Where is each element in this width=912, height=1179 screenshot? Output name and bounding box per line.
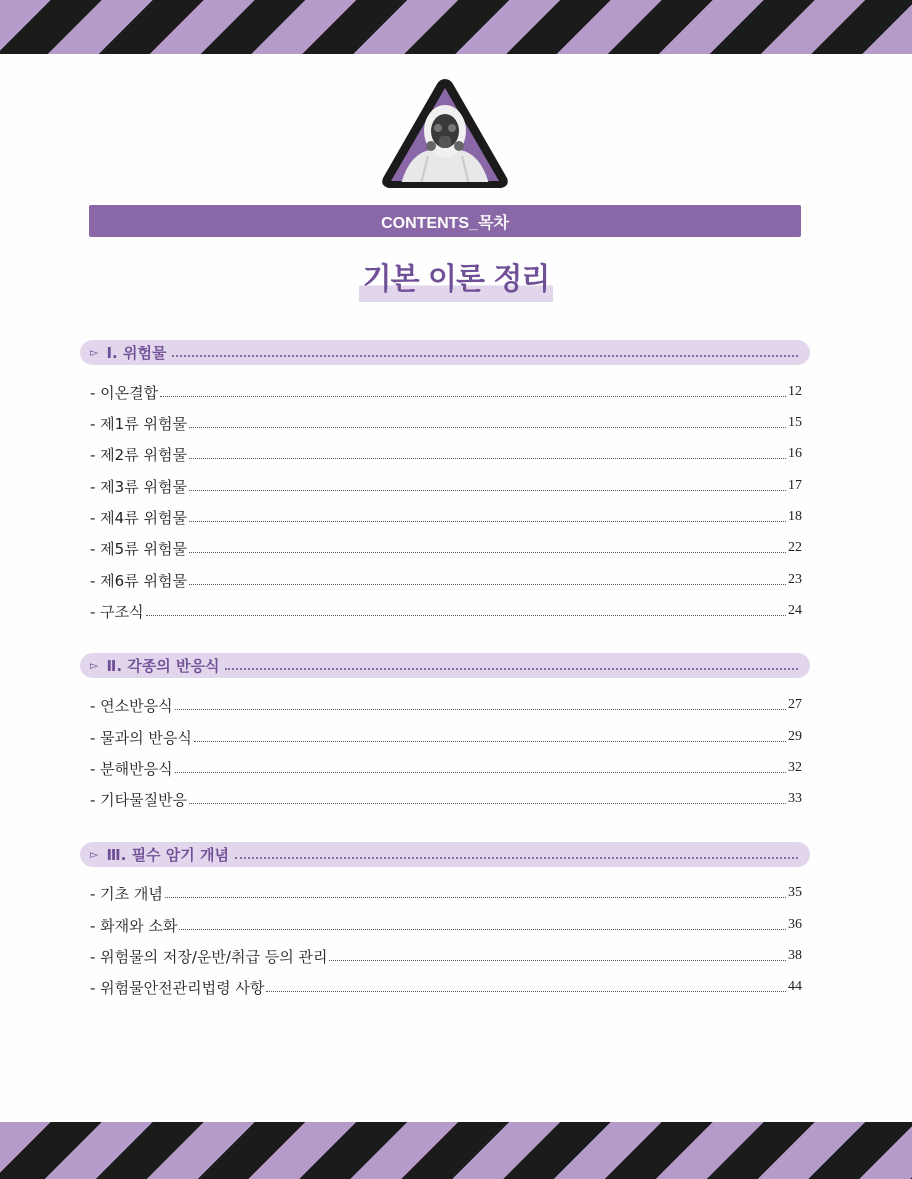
toc-page-number: 33 xyxy=(788,791,802,806)
toc-entry-label: - 기타물질반응 xyxy=(90,790,188,809)
toc-entry-label: - 화재와 소화 xyxy=(90,916,178,935)
section-header-3 xyxy=(80,842,810,867)
dotted-leader xyxy=(146,615,786,616)
dotted-leader xyxy=(179,929,786,930)
toc-entry-label: - 제6류 위험물 xyxy=(90,571,187,590)
toc-entry[interactable] xyxy=(90,506,802,528)
toc-entry[interactable] xyxy=(90,475,802,497)
section-title: Ⅲ. 필수 암기 개념 xyxy=(106,846,229,864)
dotted-leader xyxy=(175,772,786,773)
toc-entry-label: - 이온결합 xyxy=(90,383,159,402)
dotted-leader xyxy=(225,668,798,670)
toc-entry[interactable] xyxy=(90,914,802,936)
toc-entry[interactable] xyxy=(90,757,802,779)
section-title: Ⅰ. 위험물 xyxy=(106,344,167,362)
toc-entry[interactable] xyxy=(90,882,802,904)
contents-header-bar: CONTENTS_목차 xyxy=(89,205,801,237)
toc-page-number: 38 xyxy=(788,948,802,963)
toc-entry-label: - 제5류 위험물 xyxy=(90,539,187,558)
toc-page-number: 12 xyxy=(788,384,802,399)
toc-entry[interactable] xyxy=(90,569,802,591)
toc-page-number: 35 xyxy=(788,885,802,900)
toc-entry-label: - 제4류 위험물 xyxy=(90,508,187,527)
dotted-leader xyxy=(189,490,786,491)
dotted-leader xyxy=(189,552,786,553)
toc-page-number: 16 xyxy=(788,446,802,461)
section-title: Ⅱ. 각종의 반응식 xyxy=(106,657,220,675)
dotted-leader xyxy=(189,458,786,459)
toc-entry[interactable] xyxy=(90,694,802,716)
dotted-leader xyxy=(160,396,786,397)
triangle-arrow-icon: ▻ xyxy=(90,659,99,672)
toc-page-number: 24 xyxy=(788,603,802,618)
dotted-leader xyxy=(175,709,786,710)
toc-page-number: 22 xyxy=(788,540,802,555)
toc-page-number: 29 xyxy=(788,729,802,744)
toc-page-number: 15 xyxy=(788,415,802,430)
dotted-leader xyxy=(189,521,786,522)
toc-entry-label: - 분해반응식 xyxy=(90,759,173,778)
page-title: 기본 이론 정리 xyxy=(359,258,554,302)
toc-entry-label: - 제1류 위험물 xyxy=(90,414,187,433)
toc-page-number: 44 xyxy=(788,979,802,994)
triangle-arrow-icon: ▻ xyxy=(90,346,99,359)
toc-entry[interactable] xyxy=(90,600,802,622)
hazmat-suit-warning-icon xyxy=(380,76,510,194)
dotted-leader xyxy=(189,427,786,428)
toc-entry-label: - 위험물안전관리법령 사항 xyxy=(90,978,265,997)
toc-entry[interactable] xyxy=(90,443,802,465)
dotted-leader xyxy=(165,897,786,898)
toc-entry[interactable] xyxy=(90,537,802,559)
toc-entry-label: - 기초 개념 xyxy=(90,884,163,903)
dotted-leader xyxy=(266,991,786,992)
toc-entry[interactable] xyxy=(90,381,802,403)
toc-entry-label: - 제2류 위험물 xyxy=(90,445,187,464)
toc-entry-label: - 구조식 xyxy=(90,602,144,621)
toc-entry[interactable] xyxy=(90,726,802,748)
toc-entry-label: - 제3류 위험물 xyxy=(90,477,187,496)
toc-page-number: 23 xyxy=(788,572,802,587)
toc-entry-label: - 위험물의 저장/운반/취급 등의 관리 xyxy=(90,947,328,966)
toc-page-number: 18 xyxy=(788,509,802,524)
dotted-leader xyxy=(172,355,798,357)
toc-entry[interactable] xyxy=(90,976,802,998)
toc-entry[interactable] xyxy=(90,788,802,810)
toc-page-number: 32 xyxy=(788,760,802,775)
toc-page-number: 36 xyxy=(788,917,802,932)
section-header-2 xyxy=(80,653,810,678)
section-header-1 xyxy=(80,340,810,365)
toc-entry[interactable] xyxy=(90,412,802,434)
toc-entry-label: - 연소반응식 xyxy=(90,696,173,715)
toc-page-number: 17 xyxy=(788,478,802,493)
toc-entry-label: - 물과의 반응식 xyxy=(90,728,192,747)
top-stripe-band xyxy=(0,0,912,54)
dotted-leader xyxy=(329,960,786,961)
page-title-wrap xyxy=(0,258,912,302)
bottom-stripe-band xyxy=(0,1122,912,1179)
toc-page-number: 27 xyxy=(788,697,802,712)
dotted-leader xyxy=(189,803,786,804)
toc-entry[interactable] xyxy=(90,945,802,967)
dotted-leader xyxy=(189,584,786,585)
dotted-leader xyxy=(194,741,786,742)
triangle-arrow-icon: ▻ xyxy=(90,848,99,861)
dotted-leader xyxy=(235,857,798,859)
